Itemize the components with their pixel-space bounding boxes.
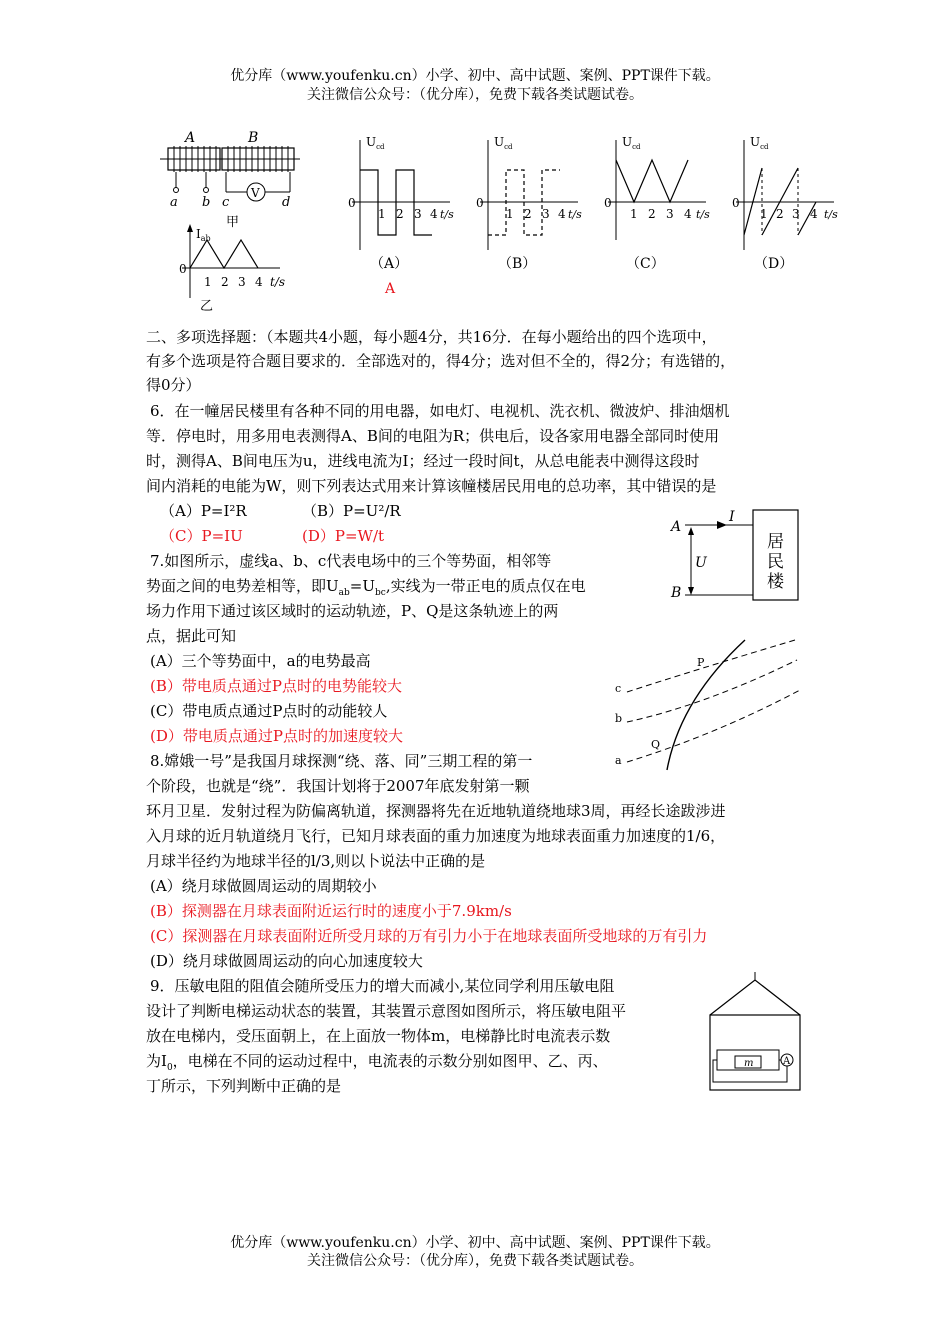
q7-line-4: 点，据此可知 [146,627,237,645]
terminal-b: b [202,195,211,210]
q9-line-3: 放在电梯内，受压面朝上，在上面放一物体m，电梯静比时电流表示数 [146,1027,611,1045]
a-tick-4: 4 [430,207,438,221]
q7-line-3: 场力作用下通过该区域时的运动轨迹，P、Q是这条轨迹上的两 [146,602,559,620]
fig-a-label: A [671,519,682,535]
header-line-2: 关注微信公众号：（优分库），免费下载各类试题试卷。 [307,87,643,103]
mass-label: m [744,1058,754,1069]
q8-line-1: 8.嫦娥一号”是我国月球探测“绕、落、同”三期工程的第一 [150,752,533,770]
c-tick-4: 4 [684,207,692,221]
fig-b-label: B [671,585,682,601]
tick-4: 4 [255,275,263,289]
q7-option-b: (B）带电质点通过P点时的电势能较大 [150,677,402,695]
label-yi: 乙 [200,299,214,313]
a-tick-2: 2 [396,207,404,221]
terminal-d: d [282,195,291,210]
b-tick-3: 3 [542,207,550,221]
option-a-label: （A） [370,256,409,272]
q7-option-d: (D）带电质点通过P点时的加速度较大 [150,727,403,745]
b-tick-1: 1 [506,207,514,221]
tick-3: 3 [238,275,246,289]
elevator-figure [705,970,805,1095]
label-p: P [697,656,705,669]
footer-line-1: 优分库（www.youfenku.cn）小学、初中、高中试题、案例、PPT课件下载。 [230,1235,720,1251]
header-line-1: 优分库（www.youfenku.cn）小学、初中、高中试题、案例、PPT课件下载。 [230,68,720,84]
triangle-current-wave [190,240,258,268]
tick-2: 2 [221,275,229,289]
q6-option-d: (D）P=W/t [302,527,385,545]
option-c-label: （C） [626,256,665,272]
option-b-label: （B） [498,256,537,272]
voltmeter-label: V [251,186,260,200]
d-tick-3: 3 [792,207,800,221]
b-tick-2: 2 [524,207,532,221]
d-tick-2: 2 [776,207,784,221]
b-tick-4: 4 [558,207,566,221]
label-b: b [615,712,623,725]
t-axis-label: t/s [270,275,286,289]
q6-line-3: 时，测得A、B间电压为u，进线电流为I；经过一段时间t，从总电能表中测得这段时 [146,452,700,470]
b-t-label: t/s [568,208,582,221]
label-jia: 甲 [226,215,240,230]
section2-line-3: 得0分） [146,376,201,394]
tick-1: 1 [204,275,212,289]
fig-u-label: U [695,555,707,571]
graph-d [732,135,838,272]
q9-l4a: 为I [146,1052,167,1070]
q8-line-3: 环月卫星．发射过程为防偏离轨道，探测器将先在近地轨道绕地球3周，再经长途跋涉进 [146,802,726,820]
ammeter-label: A [783,1056,791,1067]
equipotential-b [627,660,797,722]
u-label-d: $U_{cd}$ [750,135,769,151]
q8-option-d: (D）绕月球做圆周运动的向心加速度较大 [150,952,423,970]
u-label-c: $U_{cd}$ [622,135,641,151]
section2-line-1: 二、多项选择题：（本题共4小题，每小题4分，共16分．在每小题给出的四个选项中， [146,328,717,346]
label-q: Q [651,738,661,751]
c-tick-2: 2 [648,207,656,221]
iab-label: $I_{ab}$ [196,227,211,243]
q9-line-5: 丁所示，下列判断中正确的是 [146,1077,342,1095]
q6-line-4: 间内消耗的电能为W，则下列表达式用来计算该幢楼居民用电的总功率，其中错误的是 [146,477,717,495]
q9-l4b: 0 [166,1063,173,1073]
graph-c [604,135,710,272]
coil-b-label: B [248,130,259,146]
d-t-label: t/s [824,208,838,221]
q8-line-2: 个阶段，也就是“绕”．我国计划将于2007年底发射第一颗 [146,777,530,795]
equipotential-a [627,690,800,762]
q9-line-2: 设计了判断电梯运动状态的装置，其装置示意图如图所示，将压敏电阻平 [146,1002,627,1020]
graph-b [476,135,582,272]
c-tick-1: 1 [630,207,638,221]
zero-c: 0 [604,196,612,210]
label-a: a [615,754,622,767]
q7-l2d: bc [375,588,386,598]
q8-option-c: (C）探测器在月球表面附近所受月球的万有引力小于在地球表面所受地球的万有引力 [150,927,708,945]
q8-line-5: 月球半径约为地球半径的l/3,则以卜说法中正确的是 [146,852,486,870]
q6-option-c: （C）P=IU [160,527,243,545]
q8-line-4: 入月球的近月轨道绕月飞行，已知月球表面的重力加速度为地球表面重力加速度的1/6， [146,827,726,845]
building-char-3: 楼 [767,572,784,592]
graph-a [348,135,454,272]
q7-option-c: (C）带电质点通过P点时的动能较人 [150,702,388,720]
coil-a-label: A [185,130,196,146]
q6-line-2: 等．停电时，用多用电表测得A、B间的电阻为R；供电后，设各家用电器全部同时使用 [146,427,720,445]
u-label-a: $U_{cd}$ [366,135,385,151]
q8-option-b: (B）探测器在月球表面附近运行时的速度小于7.9km/s [150,902,512,920]
zero-a: 0 [348,196,356,210]
d-tick-4: 4 [810,207,818,221]
q7-l2e: ,实线为一带正电的质点仅在电 [385,577,586,595]
q7-option-a: (A）三个等势面中，a的电势最高 [150,652,371,670]
a-tick-1: 1 [378,207,386,221]
q9-l4c: ，电梯在不同的运动过程中，电流表的示数分别如图甲、乙、丙、 [172,1052,608,1070]
q9-line-1: 9．压敏电阻的阻值会随所受压力的增大而减小,某位同学利用压敏电阻 [150,977,615,995]
c-t-label: t/s [696,208,710,221]
building-char-2: 民 [767,552,784,572]
q7-l2a: 势面之间的电势差相等，即U [146,577,339,595]
zero-d: 0 [732,196,740,210]
q7-l2c: =U [349,577,376,595]
q7-l2b: ab [338,588,350,598]
q8-option-a: (A）绕月球做圆周运动的周期较小 [150,877,377,895]
axis-zero: 0 [179,262,187,276]
q6-option-b: （B）P=U²/R [302,502,401,520]
u-label-b: $U_{cd}$ [494,135,513,151]
q6-line-1: 6．在一幢居民楼里有各种不同的用电器，如电灯、电视机、洗衣机、微波炉、排油烟机 [150,402,730,420]
residential-building-figure [665,505,805,605]
a-tick-3: 3 [414,207,422,221]
a-t-label: t/s [440,208,454,221]
footer-line-2: 关注微信公众号：（优分库），免费下载各类试题试卷。 [307,1253,643,1269]
coil-circuit-figure [160,128,310,313]
c-tick-3: 3 [666,207,674,221]
label-c: c [615,682,622,695]
section2-line-2: 有多个选项是符合题目要求的．全部选对的，得4分；选对但不全的，得2分；有选错的， [146,352,736,370]
ucd-option-graphs [340,130,850,300]
terminal-a: a [170,195,178,210]
fig-i-label: I [729,509,735,525]
building-char-1: 居 [767,532,784,552]
terminal-c: c [222,195,230,210]
d-tick-1: 1 [760,207,768,221]
q7-line-1: 7.如图所示，虚线a、b、c代表电场中的三个等势面，相邻等 [150,552,552,570]
trajectory [667,640,745,770]
answer-label: A [385,281,396,297]
equipotential-figure [605,630,805,775]
q6-option-a: （A）P=I²R [160,502,247,520]
equipotential-c [627,640,795,692]
zero-b: 0 [476,196,484,210]
option-d-label: （D） [754,256,794,272]
